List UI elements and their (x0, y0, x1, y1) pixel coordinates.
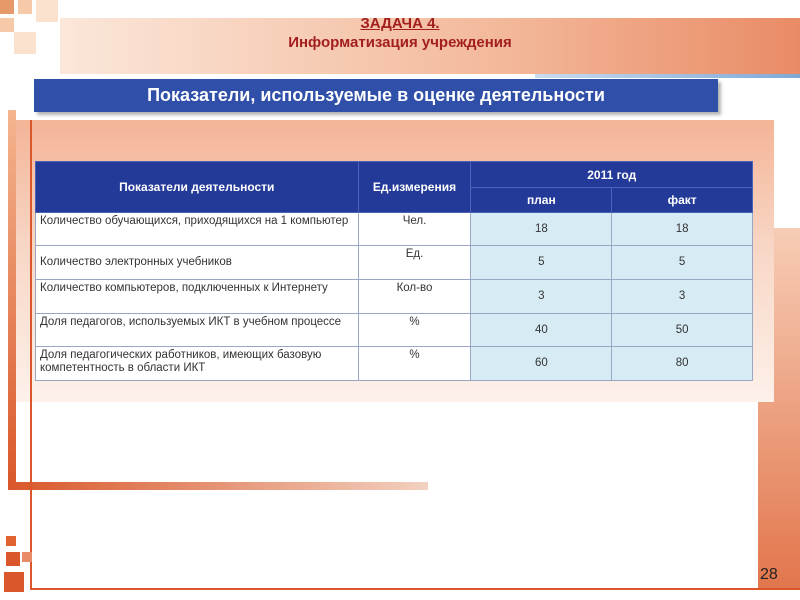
row-plan: 60 (471, 347, 612, 381)
table-row (36, 347, 753, 381)
section-banner: Показатели, используемые в оценке деятельности (34, 79, 718, 112)
row-unit: Ед. (358, 246, 471, 280)
row-fact: 3 (612, 280, 753, 314)
header-year: 2011 год (471, 162, 753, 188)
row-fact: 5 (612, 246, 753, 280)
decor-square (14, 32, 36, 54)
row-unit: % (358, 314, 471, 347)
row-unit: Кол-во (358, 280, 471, 314)
row-unit: Чел. (358, 213, 471, 246)
row-plan: 5 (471, 246, 612, 280)
row-plan: 18 (471, 213, 612, 246)
row-fact: 18 (612, 213, 753, 246)
decor-square (36, 0, 58, 22)
decor-square (6, 552, 20, 566)
row-indicator: Количество компьютеров, подключенных к Интернету (36, 280, 359, 314)
page-number: 28 (760, 566, 778, 583)
row-unit: % (358, 347, 471, 381)
bottom-decor-stripe (8, 482, 428, 490)
row-indicator: Количество обучающихся, приходящихся на 1 компьютер (36, 213, 359, 246)
bottom-frame-line (30, 588, 800, 590)
decor-square (0, 18, 14, 32)
left-decor-stripe (8, 110, 16, 490)
header-indicator: Показатели деятельности (36, 162, 359, 213)
table-row (36, 213, 753, 246)
row-indicator: Доля педагогических работников, имеющих базовую компетентность в области ИКТ (36, 347, 359, 381)
decor-square (0, 0, 14, 14)
slide-title (200, 14, 600, 52)
task-title: Информатизация учреждения (288, 34, 512, 51)
decor-square (6, 536, 16, 546)
row-fact: 50 (612, 314, 753, 347)
row-indicator: Количество электронных учебников (36, 246, 359, 280)
table-row (36, 280, 753, 314)
task-label: ЗАДАЧА 4. (360, 15, 440, 32)
header-plan: план (471, 188, 612, 213)
row-indicator: Доля педагогов, используемых ИКТ в учебном процессе (36, 314, 359, 347)
decor-square (22, 552, 32, 562)
header-decor-blue-line (535, 74, 800, 78)
left-frame-line (30, 120, 32, 590)
row-plan: 40 (471, 314, 612, 347)
decor-square (4, 572, 24, 592)
table-row (36, 314, 753, 347)
header-fact: факт (612, 188, 753, 213)
table-row (36, 246, 753, 280)
row-fact: 80 (612, 347, 753, 381)
decor-square (18, 0, 32, 14)
indicators-table (35, 161, 753, 381)
row-plan: 3 (471, 280, 612, 314)
header-unit: Ед.измерения (358, 162, 471, 213)
